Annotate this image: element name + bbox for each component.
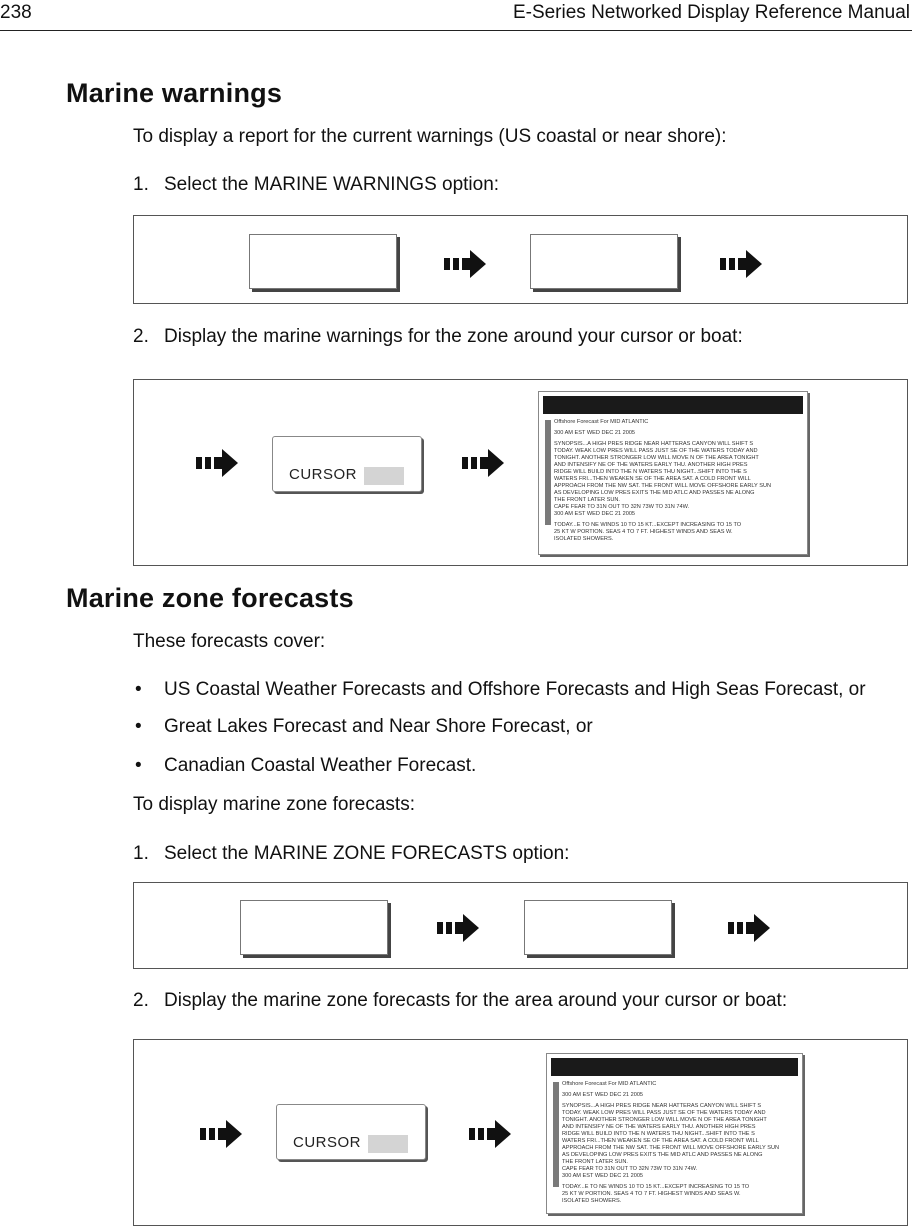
report-line: TODAY...E TO NE WINDS 10 TO 15 KT...EXCEPT INCREASING TO 15 TO (554, 522, 742, 528)
softkey-button[interactable] (249, 234, 397, 289)
bullet-dot: • (135, 755, 142, 776)
forecast-report-window (546, 1053, 803, 1214)
softkey-button[interactable] (530, 234, 678, 289)
bullet-text: US Coastal Weather Forecasts and Offshore Forecasts and High Seas Forecast, or (164, 679, 866, 700)
cursor-report-panel-2 (133, 1039, 908, 1226)
manual-title: E-Series Networked Display Reference Manual (512, 2, 910, 23)
section-title-marine-warnings: Marine warnings (66, 78, 283, 108)
report-time: 300 AM EST WED DEC 21 2005 (554, 511, 636, 517)
page-number: 238 (0, 2, 32, 23)
report-line: THE FRONT LATER SUN. (554, 497, 620, 503)
cursor-indicator (364, 467, 404, 485)
report-title-bar (543, 396, 803, 414)
report-scrollbar[interactable] (553, 1082, 559, 1187)
report-line: RIDGE WILL BUILD INTO THE N WATERS THU NIGHT...SHIFT INTO THE S (554, 469, 747, 475)
cursor-softkey[interactable] (272, 436, 422, 492)
report-line: AND INTENSIFY NE OF THE WATERS EARLY THU. ANOTHER HIGH PRES (554, 462, 748, 468)
report-text (562, 1081, 796, 1205)
report-line: 25 KT W PORTION. SEAS 4 TO 7 FT. HIGHEST WINDS AND SEAS W. (562, 1191, 741, 1197)
step-text: Select the MARINE ZONE FORECASTS option: (164, 843, 570, 864)
bullet-dot: • (135, 716, 142, 737)
report-heading: Offshore Forecast For MID ATLANTIC (562, 1081, 657, 1087)
report-line: SYNOPSIS...A HIGH PRES RIDGE NEAR HATTERAS CANYON WILL SHIFT S (562, 1103, 762, 1109)
report-time: 300 AM EST WED DEC 21 2005 (562, 1173, 644, 1179)
cursor-label: CURSOR (293, 1134, 362, 1151)
step-number: 1. (133, 843, 149, 864)
section2-intro-2: To display marine zone forecasts: (133, 794, 415, 815)
report-line: THE FRONT LATER SUN. (562, 1159, 628, 1165)
step-number: 2. (133, 990, 149, 1011)
bullet-dot: • (135, 679, 142, 700)
softkey-sequence-panel-2 (133, 882, 908, 969)
next-arrow-icon (437, 914, 479, 942)
report-line: WATERS FRI...THEN WEAKEN SE OF THE AREA SAT. A COLD FRONT WILL (554, 476, 751, 482)
section2-intro: These forecasts cover: (133, 631, 326, 652)
cursor-report-panel-1 (133, 379, 908, 566)
report-line: TODAY. WEAK LOW PRES WILL PASS JUST SE OF THE WATERS TODAY AND (562, 1110, 766, 1116)
bullet-text: Canadian Coastal Weather Forecast. (164, 755, 477, 776)
step-text: Select the MARINE WARNINGS option: (164, 174, 500, 195)
softkey-sequence-panel-1 (133, 215, 908, 304)
report-time: 300 AM EST WED DEC 21 2005 (554, 430, 636, 436)
bullet-text: Great Lakes Forecast and Near Shore Forecast, or (164, 716, 593, 737)
report-title-bar (551, 1058, 798, 1076)
page-header (0, 0, 912, 31)
step-text: Display the marine zone forecasts for the area around your cursor or boat: (164, 990, 788, 1011)
report-line: WATERS FRI...THEN WEAKEN SE OF THE AREA SAT. A COLD FRONT WILL (562, 1138, 759, 1144)
next-arrow-icon (728, 914, 770, 942)
report-line: 25 KT W PORTION. SEAS 4 TO 7 FT. HIGHEST WINDS AND SEAS W. (554, 529, 733, 535)
next-arrow-icon (196, 449, 238, 477)
report-heading: Offshore Forecast For MID ATLANTIC (554, 419, 649, 425)
report-line: APPROACH FROM THE NW SAT. THE FRONT WILL MOVE OFFSHORE EARLY SUN (562, 1145, 780, 1151)
step-text: Display the marine warnings for the zone around your cursor or boat: (164, 326, 743, 347)
section-title-marine-zone-forecasts: Marine zone forecasts (66, 583, 354, 613)
cursor-indicator (368, 1135, 408, 1153)
report-zone-line: CAPE FEAR TO 31N OUT TO 32N 73W TO 31N 74W. (562, 1166, 698, 1172)
report-line: AND INTENSIFY NE OF THE WATERS EARLY THU. ANOTHER HIGH PRES (562, 1124, 756, 1130)
report-line: TONIGHT. ANOTHER STRONGER LOW WILL MOVE N OF THE AREA TONIGHT (554, 455, 759, 461)
next-arrow-icon (469, 1120, 511, 1148)
cursor-softkey[interactable] (276, 1104, 426, 1160)
section1-intro: To display a report for the current warnings (US coastal or near shore): (133, 126, 727, 147)
report-line: SYNOPSIS...A HIGH PRES RIDGE NEAR HATTERAS CANYON WILL SHIFT S (554, 441, 754, 447)
next-arrow-icon (200, 1120, 242, 1148)
report-scrollbar[interactable] (545, 420, 551, 525)
next-arrow-icon (462, 449, 504, 477)
softkey-button[interactable] (240, 900, 388, 955)
softkey-button[interactable] (524, 900, 672, 955)
step-number: 1. (133, 174, 149, 195)
report-line: AS DEVELOPING LOW PRES EXITS THE MID ATLC AND PASSES NE ALONG (554, 490, 755, 496)
report-zone-line: CAPE FEAR TO 31N OUT TO 32N 73W TO 31N 74W. (554, 504, 690, 510)
cursor-label: CURSOR (289, 466, 358, 483)
report-time: 300 AM EST WED DEC 21 2005 (562, 1092, 644, 1098)
report-line: APPROACH FROM THE NW SAT. THE FRONT WILL MOVE OFFSHORE EARLY SUN (554, 483, 772, 489)
report-line: TODAY. WEAK LOW PRES WILL PASS JUST SE OF THE WATERS TODAY AND (554, 448, 758, 454)
report-line: RIDGE WILL BUILD INTO THE N WATERS THU NIGHT...SHIFT INTO THE S (562, 1131, 755, 1137)
report-line: AS DEVELOPING LOW PRES EXITS THE MID ATLC AND PASSES NE ALONG (562, 1152, 763, 1158)
report-line: ISOLATED SHOWERS. (562, 1198, 622, 1204)
report-text (554, 419, 801, 543)
next-arrow-icon (720, 250, 762, 278)
report-line: ISOLATED SHOWERS. (554, 536, 614, 542)
report-line: TONIGHT. ANOTHER STRONGER LOW WILL MOVE N OF THE AREA TONIGHT (562, 1117, 767, 1123)
forecast-report-window (538, 391, 808, 555)
step-number: 2. (133, 326, 149, 347)
report-line: TODAY...E TO NE WINDS 10 TO 15 KT...EXCEPT INCREASING TO 15 TO (562, 1184, 750, 1190)
next-arrow-icon (444, 250, 486, 278)
